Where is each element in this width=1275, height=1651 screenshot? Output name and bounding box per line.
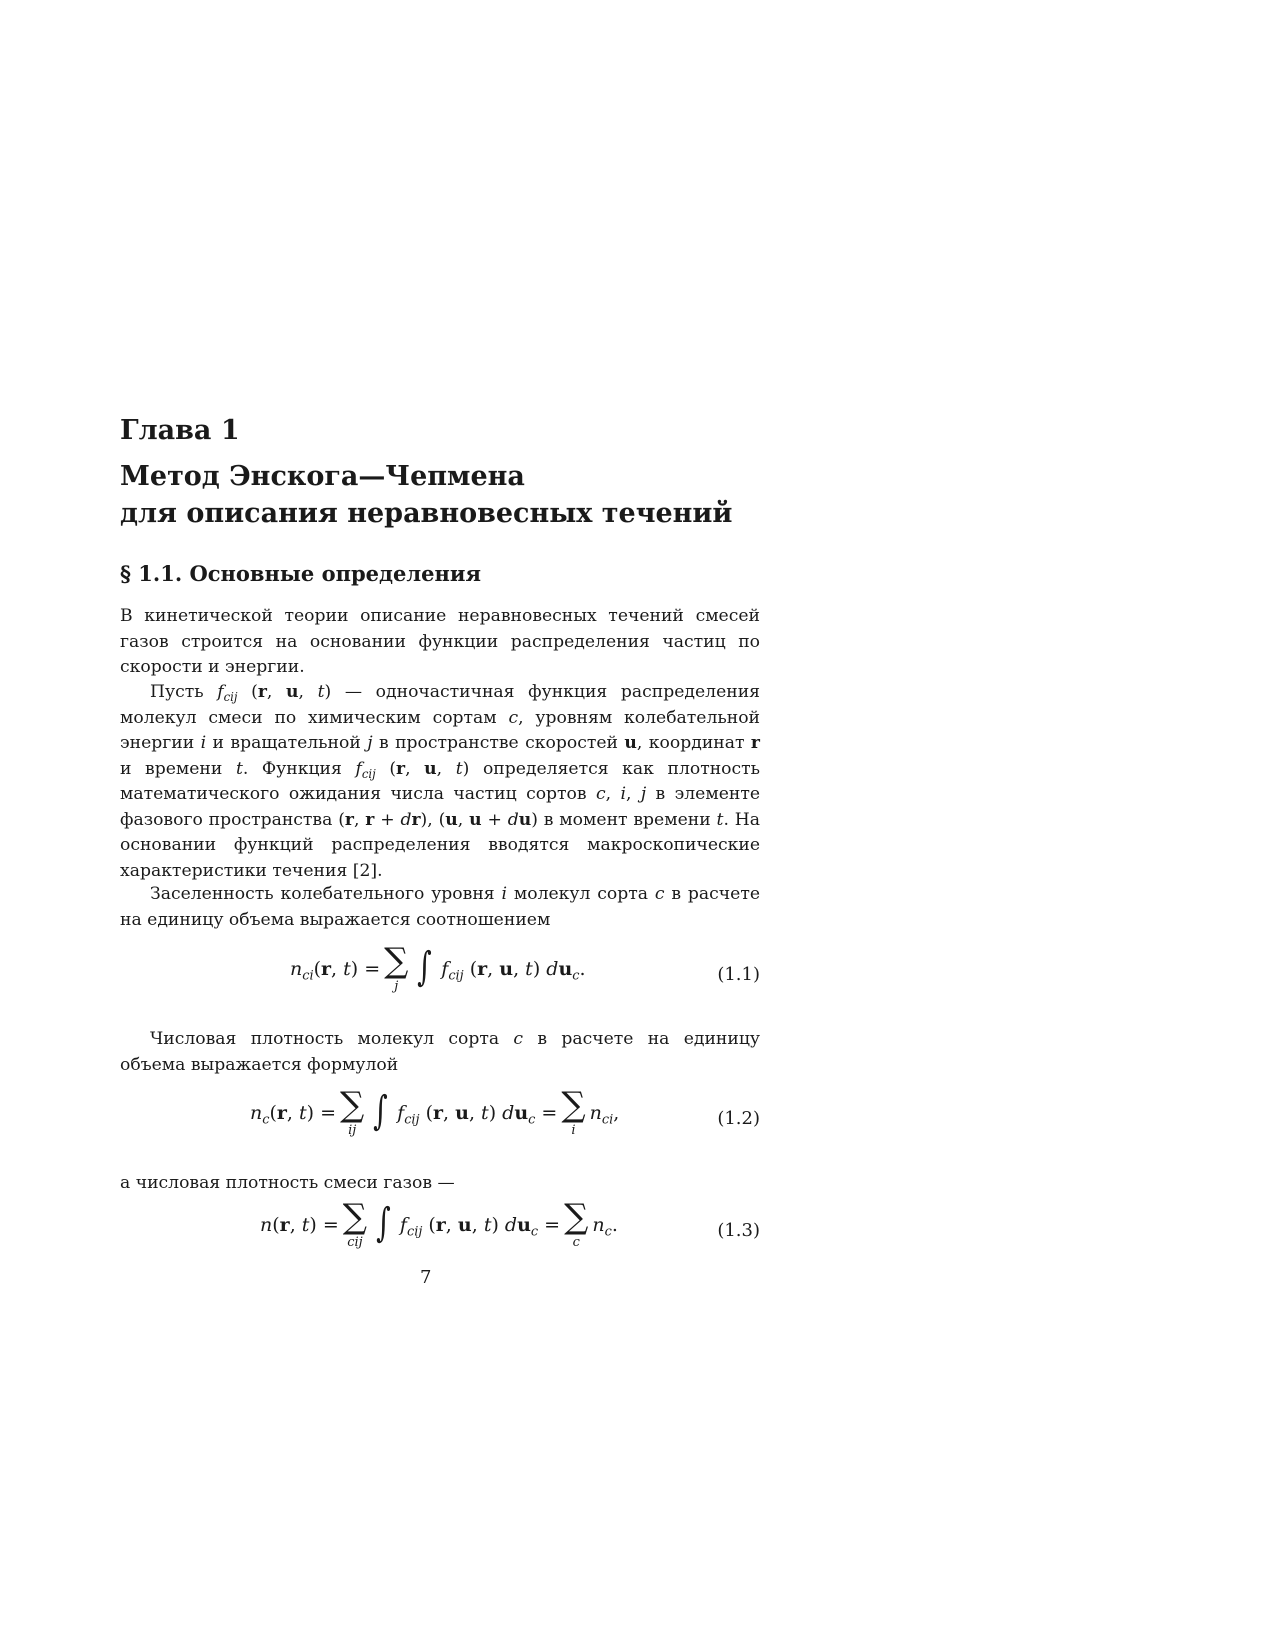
paragraph-distribution-function (120, 680, 760, 884)
sum-symbol: ∑ j (384, 941, 409, 994)
math-inline: c (654, 884, 665, 904)
equation-1-1 (120, 941, 760, 1014)
chapter-title-line-2: для описания неравновесных течений (120, 498, 733, 529)
math-inline: j (367, 733, 373, 753)
integral-symbol: ∫ (417, 944, 433, 990)
paragraph-mixture-density: а числовая плотность смеси газов — (120, 1173, 455, 1193)
math-inline: t (235, 758, 243, 779)
math-inline: $f_{cij}$ (r, u, t) (355, 758, 470, 781)
text-run: и вращательной (206, 733, 368, 753)
text-run: в момент времени (537, 809, 717, 830)
paragraph-population (120, 882, 760, 933)
math-inline: c (513, 1029, 524, 1049)
sum-symbol: ∑ i (561, 1085, 586, 1138)
text-run: и времени (120, 758, 236, 779)
integral-symbol: ∫ (376, 1200, 391, 1246)
integral-symbol: ∫ (373, 1088, 389, 1134)
page-number: 7 (420, 1267, 432, 1288)
math-inline: t (716, 809, 724, 830)
math-inline: u (624, 733, 637, 753)
equation-body: $n_c(r$, t) = ∑ ij ∫ $f_{cij}$ (r, u, t) $du_c$ = ∑ i $n_{ci}$, (250, 1085, 620, 1138)
text-run: Заселенность колебательного уровня (150, 884, 502, 904)
equation-body: $n_{ci}(r$, t) = ∑ j ∫ $f_{cij}$ (r, u, t) $du_c$. (290, 941, 586, 994)
paragraph-number-density (120, 1027, 760, 1078)
math-inline: $f_{cij}$ (r, u, t) (217, 682, 332, 705)
sum-symbol: ∑ cij (342, 1197, 368, 1250)
text-run: , уровням колебательной энергии (120, 707, 761, 753)
chapter-title (120, 458, 800, 532)
text-run: , координат (636, 733, 751, 753)
text-run: Пусть (150, 682, 218, 702)
chapter-label: Глава 1 (120, 415, 240, 446)
text-run: . Функция (242, 758, 356, 779)
text-run: Числовая плотность молекул сорта (150, 1029, 514, 1049)
math-inline: (r, r + dr), (u, u + du) (338, 809, 538, 830)
sum-symbol: ∑ ij (340, 1085, 365, 1138)
math-inline: c (508, 707, 519, 728)
text-run: в расчете на единицу объема выражается формулой (120, 1029, 760, 1075)
chapter-title-line-1: Метод Энскога—Чепмена (120, 461, 525, 492)
equation-number: (1.2) (717, 1108, 760, 1129)
text-run: . На основании функций распределения вводятся макроскопические характеристики течения [2]. (120, 809, 760, 881)
text-run: в элементе фазового пространства (120, 784, 761, 830)
paragraph-intro: В кинетической теории описание неравновесных течений смесей газов строится на основании функции распределения частиц по скорости и энергии. (120, 606, 760, 677)
text-run: молекул сорта (507, 884, 655, 904)
math-inline: r (750, 733, 760, 753)
section-title: § 1.1. Основные определения (120, 561, 481, 586)
equation-body: n(r, t) = ∑ cij ∫ $f_{cij}$ (r, u, t) $du_c$ = ∑ c $n_c$. (260, 1197, 618, 1250)
text-run: в расчете на единицу объема выражается соотношением (120, 884, 761, 930)
math-inline: i (501, 884, 507, 904)
equation-1-2 (120, 1085, 760, 1158)
equation-1-3 (120, 1197, 760, 1270)
equation-number: (1.3) (717, 1220, 760, 1241)
math-inline: i (200, 733, 207, 753)
math-inline: c, i, j (595, 784, 647, 804)
text-run: определяется как плотность математического ожидания числа частиц сортов (120, 758, 761, 804)
text-run: — одночастичная функция распределения молекул смеси по химическим сортам (120, 682, 760, 728)
text-run: в пространстве скоростей (372, 733, 625, 753)
equation-number: (1.1) (717, 964, 760, 985)
sum-symbol: ∑ c (564, 1197, 589, 1250)
